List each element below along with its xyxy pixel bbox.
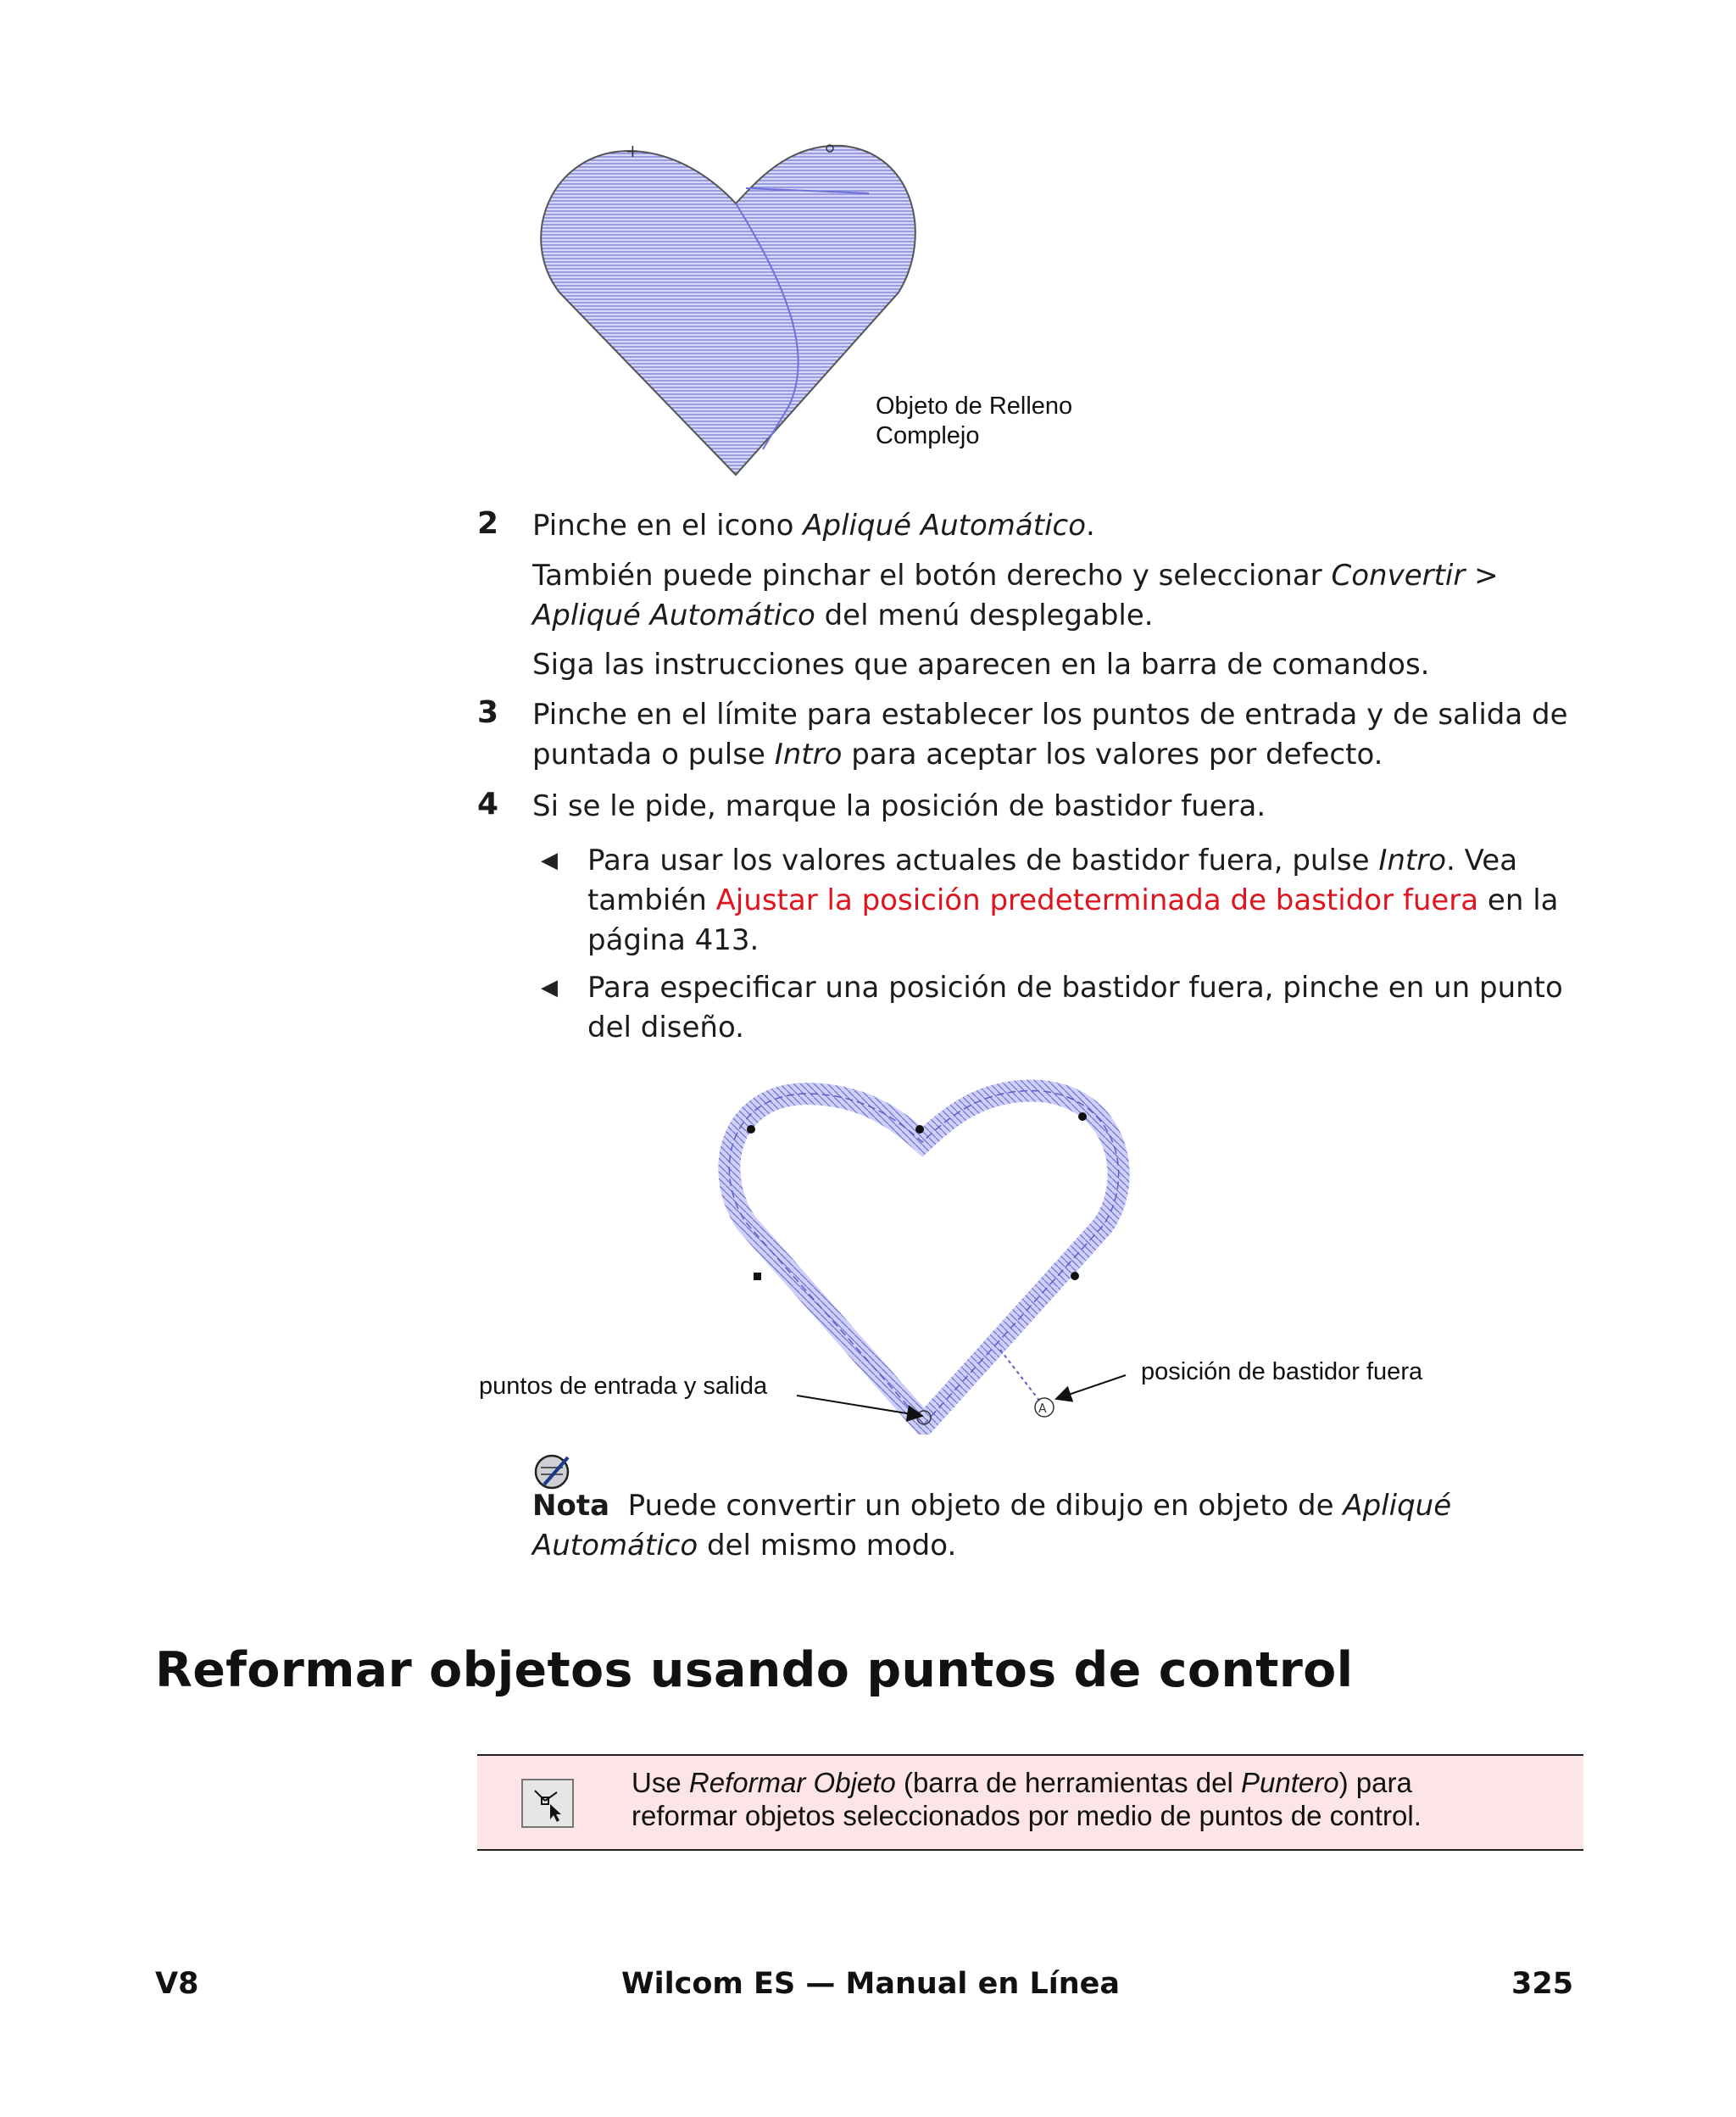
caption-line-1: Objeto de Relleno bbox=[876, 393, 1073, 420]
caption-line-2: Complejo bbox=[876, 422, 980, 449]
svg-text:+: + bbox=[626, 141, 640, 161]
step-2-text: Pinche en el icono Apliqué Automático. bbox=[532, 509, 1095, 543]
svg-text:A: A bbox=[1038, 1402, 1047, 1416]
step-number-2: 2 bbox=[477, 506, 499, 541]
step-3-text: Pinche en el límite para establecer los puntos de entrada y de salida de puntada o pulse Intro para aceptar los valores por defecto. bbox=[532, 698, 1568, 772]
tool-tip-box bbox=[477, 1754, 1583, 1851]
entry-exit-label: puntos de entrada y salida bbox=[479, 1373, 768, 1400]
bullet-2-text: Para especificar una posición de bastidor fuera, pinche en un punto del diseño. bbox=[587, 971, 1563, 1045]
cross-reference-link[interactable]: Ajustar la posición predeterminada de bastidor fuera bbox=[715, 883, 1479, 917]
fill-heart-shape bbox=[541, 146, 915, 475]
note-label: Nota bbox=[532, 1489, 610, 1523]
step-number-3: 3 bbox=[477, 695, 499, 730]
footer-version: V8 bbox=[155, 1967, 199, 2001]
bullet-1-text: Para usar los valores actuales de bastidor fuera, pulse Intro. Vea también Ajustar la posición predeterminada de bastidor fuera en la página 413. bbox=[587, 844, 1559, 957]
hoop-out-label: posición de bastidor fuera bbox=[1141, 1358, 1423, 1385]
label-arrows bbox=[788, 1365, 1136, 1424]
tool-tip-text: Use Reformar Objeto (barra de herramientas del Puntero) para reformar objetos seleccionados por medio de puntos de control. bbox=[632, 1767, 1422, 1831]
figure1-caption bbox=[876, 392, 1072, 451]
bullet-arrow-icon: ◀ bbox=[541, 848, 558, 873]
section-heading: Reformar objetos usando puntos de control bbox=[155, 1642, 1354, 1698]
step-4-text: Si se le pide, marque la posición de bastidor fuera. bbox=[532, 789, 1266, 823]
footer-title: Wilcom ES — Manual en Línea bbox=[621, 1967, 1121, 2001]
note-text: Nota Puede convertir un objeto de dibujo en objeto de Apliqué Automático del mismo modo. bbox=[532, 1489, 1452, 1563]
step-number-4: 4 bbox=[477, 787, 499, 822]
reshape-object-icon[interactable] bbox=[521, 1779, 574, 1828]
step-2-sub-1: También puede pinchar el botón derecho y seleccionar Convertir > Apliqué Automático del menú desplegable. bbox=[532, 559, 1499, 632]
step-2-sub-2: Siga las instrucciones que aparecen en la barra de comandos. bbox=[532, 648, 1430, 682]
bullet-arrow-icon: ◀ bbox=[541, 975, 558, 1000]
footer-page-number: 325 bbox=[1511, 1967, 1574, 2001]
